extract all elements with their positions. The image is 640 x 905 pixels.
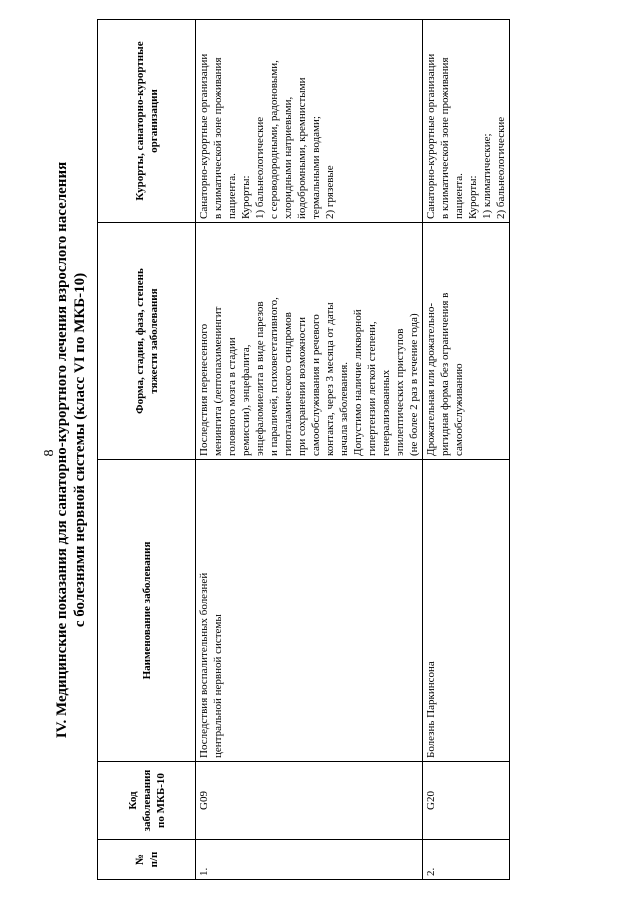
row-2-form: Дрожательная или дрожательно- ригидная форма без ограничения в самообслуживанию — [423, 223, 510, 460]
header-resorts: Курорты, санаторно-курортные организации — [98, 20, 196, 223]
row-1-code: G09 — [196, 762, 423, 840]
row-1-form: Последствия перенесенного менингита (лептопахименингит головного мозга в стадии ремиссии), энцефалита, энцефаломиелита в виде парезов и параличей, психовегетативного, гипоталамического синдромов при сохранении возможности самообслуживания и речевого контакта, через 3 месяца от даты начала заболевания. Допустимо наличие ликворной гипертензии легкой степени, генерализованных эпилептических приступов (не более 2 раз в течение года) — [196, 223, 423, 460]
page-title — [53, 20, 89, 880]
title-line-1: IV. Медицинские показания для санаторно-курортного лечения взрослого населения — [54, 161, 70, 739]
row-2-code: G20 — [423, 762, 510, 840]
row-1-num: 1. — [196, 840, 423, 880]
header-num: № п/п — [98, 840, 196, 880]
row-2-name: Болезнь Паркинсона — [423, 460, 510, 762]
header-form: Форма, стадия, фаза, степень тяжести заболевания — [98, 223, 196, 460]
table-row — [196, 20, 423, 880]
row-1-resorts: Санаторно-курортные организации в климатической зоне проживания пациента. Курорты: 1) бальнеологические с сероводородными, радоновыми, хлоридными натриевыми, йодобромными, кремнистыми термальными водами; 2) грязевые — [196, 20, 423, 223]
indications-table — [97, 19, 510, 880]
row-1-name: Последствия воспалительных болезней центральной нервной системы — [196, 460, 423, 762]
table-row — [423, 20, 510, 880]
header-name: Наименование заболевания — [98, 460, 196, 762]
rotated-page-content — [53, 20, 633, 880]
row-2-resorts: Санаторно-курортные организации в климатической зоне проживания пациента. Курорты: 1) климатические; 2) бальнеологические — [423, 20, 510, 223]
page-number: 8 — [42, 449, 57, 456]
table-header-row — [98, 20, 196, 880]
title-line-2: с болезнями нервной системы (класс VI по МКБ-10) — [72, 272, 88, 628]
row-2-num: 2. — [423, 840, 510, 880]
header-code: Код заболевания по МКБ-10 — [98, 762, 196, 840]
